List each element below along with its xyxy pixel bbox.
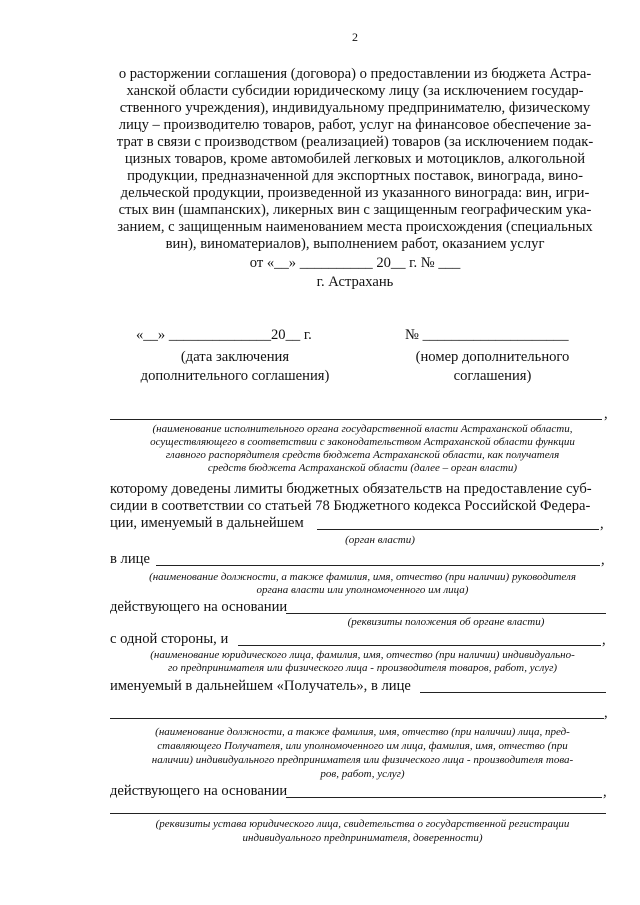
- number-caption: (номер дополнительного: [415, 349, 570, 365]
- comma: ,: [604, 406, 608, 422]
- title-line: стых вин (шампанских), ликерных вин с защищенным географическим ука-: [118, 202, 592, 218]
- recipient-note: го предпринимателя или физического лица - производителя товаров, работ, услуг): [167, 662, 558, 674]
- recipient-rep-note: (наименование должности, а также фамилия, имя, отчество (при наличии) лица, пред-: [155, 726, 570, 738]
- authority-basis-note: (реквизиты положения об органе власти): [347, 616, 545, 628]
- date-caption: дополнительного соглашения): [140, 368, 330, 384]
- official-note: органа власти или уполномоченного им лица): [256, 584, 469, 596]
- title-date-line: от «__» __________ 20__ г. № ___: [249, 255, 461, 271]
- recipient-fill-line: [238, 645, 601, 646]
- authority-note: средств бюджета Астраханской области (далее – орган власти): [207, 462, 518, 474]
- title-line: лицу – производителю товаров, работ, услуг на финансовое обеспечение за-: [118, 117, 592, 133]
- limits-text: сидии в соответствии со статьей 78 Бюджетного кодекса Российской Федера-: [110, 498, 591, 514]
- title-line: ханской области субсидии юридическому лицу (за исключением государ-: [126, 83, 584, 99]
- basis-fill-line-2: [286, 797, 602, 798]
- number-field: № ____________________: [405, 327, 569, 343]
- recipient-note: (наименование юридического лица, фамилия, имя, отчество (при наличии) индивидуально-: [150, 649, 575, 661]
- date-field: «__» ______________20__ г.: [136, 327, 312, 343]
- title-line: ственного учреждения), индивидуальному предпринимателю, физическому: [119, 100, 591, 116]
- comma: ,: [602, 632, 606, 648]
- limits-text: ции, именуемый в дальнейшем: [110, 515, 304, 531]
- charter-note: индивидуального предпринимателя, доверенности): [242, 832, 483, 844]
- title-line: занием, с защищенным наименованием места происхождения (специальных: [117, 219, 593, 235]
- title-line: вин), виноматериалов), выполнением работ, оказанием услуг: [165, 236, 545, 252]
- number-caption: соглашения): [453, 368, 532, 384]
- recipient-rep-note: ставляющего Получателя, или уполномоченного им лица, фамилия, имя, отчество (при: [157, 740, 568, 752]
- limits-text: которому доведены лимиты бюджетных обязательств на предоставление суб-: [110, 481, 592, 497]
- page-number: 2: [352, 30, 358, 44]
- date-caption: (дата заключения: [180, 349, 290, 365]
- basis-fill-line: [286, 613, 606, 614]
- comma: ,: [604, 705, 608, 721]
- charter-note: (реквизиты устава юридического лица, свидетельства о государственной регистрации: [155, 818, 570, 830]
- authority-note: (наименование исполнительного органа государственной власти Астраханской области,: [152, 423, 573, 435]
- title-line: дельческой продукции, произведенной из указанного винограда: вин, игри-: [120, 185, 590, 201]
- named-fill-line: [317, 529, 599, 530]
- title-line: продукции, предназначенной для экспортных поставок, винограда, вино-: [127, 168, 583, 184]
- charter-fill-line: [110, 813, 606, 814]
- comma: ,: [600, 516, 604, 532]
- in-person-label: в лице: [110, 551, 150, 567]
- official-fill-line: [156, 565, 600, 566]
- authority-note: осуществляющего в соответствии с законодательством Астраханской области функции: [150, 436, 575, 448]
- title-line: о расторжении соглашения (договора) о предоставлении из бюджета Астра-: [118, 66, 592, 82]
- comma: ,: [603, 784, 607, 800]
- title-line: трат в связи с производством (реализацией) товаров (за исключением подак-: [116, 134, 594, 150]
- recipient-rep-note: ров, работ, услуг): [320, 768, 405, 780]
- acting-basis-label-2: действующего на основании: [110, 783, 288, 799]
- one-side-label: с одной стороны, и: [110, 631, 229, 647]
- title-line: цизных товаров, кроме автомобилей легковых и мотоциклов, алкогольной: [124, 151, 586, 167]
- authority-label: (орган власти): [345, 534, 415, 546]
- recipient-rep-fill-line: [420, 692, 606, 693]
- recipient-named-label: именуемый в дальнейшем «Получатель», в лице: [110, 678, 411, 694]
- recipient-rep-fill-line-2: [110, 718, 604, 719]
- recipient-rep-note: наличии) индивидуального предпринимателя или физического лица - производителя това-: [151, 754, 574, 766]
- official-note: (наименование должности, а также фамилия, имя, отчество (при наличии) руководителя: [149, 571, 576, 583]
- authority-fill-line: [110, 419, 602, 420]
- authority-note: главного распорядителя средств бюджета Астраханской области, как получателя: [165, 449, 560, 461]
- acting-basis-label: действующего на основании: [110, 599, 288, 615]
- city: г. Астрахань: [316, 274, 394, 290]
- comma: ,: [601, 552, 605, 568]
